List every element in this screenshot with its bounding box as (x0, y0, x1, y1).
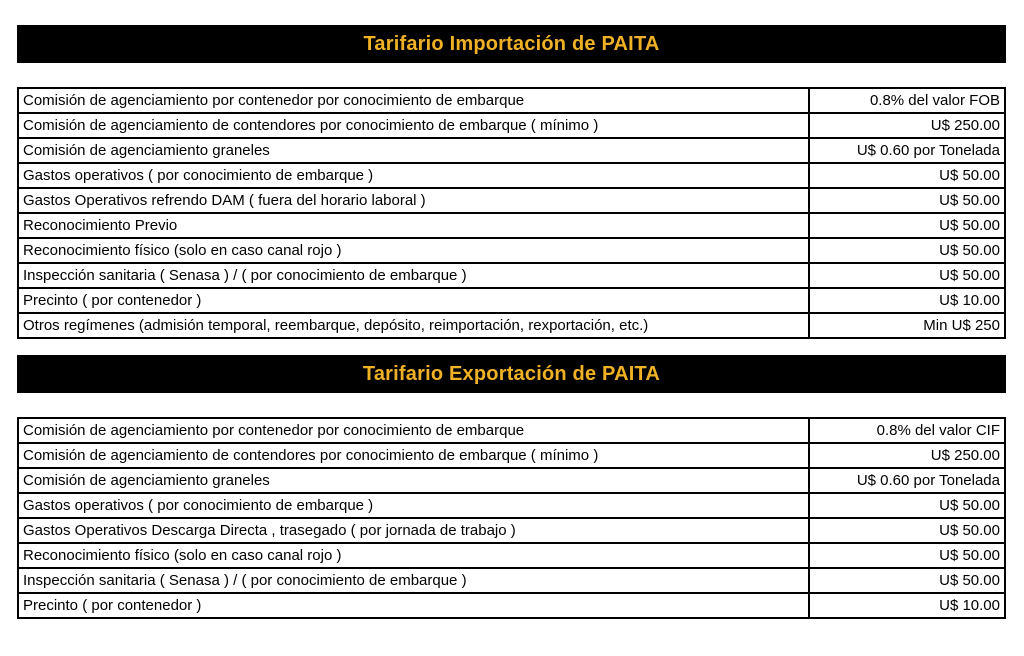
tariff-concept-cell: Precinto ( por contenedor ) (18, 288, 809, 313)
tariff-rate-cell: U$ 50.00 (809, 238, 1005, 263)
table-row (18, 568, 1005, 593)
tariff-rate-cell: U$ 0.60 por Tonelada (809, 138, 1005, 163)
tariff-rate-cell: U$ 50.00 (809, 568, 1005, 593)
section-divider-gap (17, 339, 1006, 355)
tariff-rate-cell: U$ 50.00 (809, 163, 1005, 188)
table-row (18, 493, 1005, 518)
tariff-concept-cell: Comisión de agenciamiento de contendores por conocimiento de embarque ( mínimo ) (18, 443, 809, 468)
tariff-concept-cell: Comisión de agenciamiento graneles (18, 138, 809, 163)
tariff-concept-cell: Reconocimiento Previo (18, 213, 809, 238)
tariff-rate-cell: U$ 50.00 (809, 493, 1005, 518)
tariff-rate-cell: U$ 50.00 (809, 543, 1005, 568)
table-row (18, 188, 1005, 213)
tariff-concept-cell: Gastos operativos ( por conocimiento de embarque ) (18, 163, 809, 188)
import-section-header (17, 25, 1006, 63)
table-row (18, 443, 1005, 468)
table-row (18, 238, 1005, 263)
tariff-rate-cell: U$ 10.00 (809, 288, 1005, 313)
tariff-rate-cell: 0.8% del valor FOB (809, 88, 1005, 113)
table-row (18, 468, 1005, 493)
tariff-concept-cell: Gastos Operativos Descarga Directa , trasegado ( por jornada de trabajo ) (18, 518, 809, 543)
tariff-concept-cell: Inspección sanitaria ( Senasa ) / ( por conocimiento de embarque ) (18, 263, 809, 288)
tariff-rate-cell: U$ 50.00 (809, 518, 1005, 543)
import-section-title: Tarifario Importación de PAITA (363, 32, 660, 55)
table-row (18, 418, 1005, 443)
tariff-rate-cell: 0.8% del valor CIF (809, 418, 1005, 443)
export-tariff-table (17, 417, 1006, 619)
tariff-concept-cell: Gastos operativos ( por conocimiento de embarque ) (18, 493, 809, 518)
table-row (18, 313, 1005, 338)
tariff-rate-cell: U$ 250.00 (809, 443, 1005, 468)
table-row (18, 593, 1005, 618)
tariff-concept-cell: Precinto ( por contenedor ) (18, 593, 809, 618)
tariff-concept-cell: Comisión de agenciamiento por contenedor por conocimiento de embarque (18, 88, 809, 113)
tariff-concept-cell: Comisión de agenciamiento por contenedor por conocimiento de embarque (18, 418, 809, 443)
table-row (18, 288, 1005, 313)
tariff-rate-cell: U$ 50.00 (809, 188, 1005, 213)
import-tariff-table (17, 87, 1006, 339)
export-section-title: Tarifario Exportación de PAITA (362, 362, 661, 385)
table-row (18, 138, 1005, 163)
table-row (18, 518, 1005, 543)
table-row (18, 113, 1005, 138)
table-row (18, 163, 1005, 188)
tariff-rate-cell: U$ 10.00 (809, 593, 1005, 618)
tariff-rate-cell: U$ 50.00 (809, 263, 1005, 288)
table-row (18, 213, 1005, 238)
tariff-concept-cell: Inspección sanitaria ( Senasa ) / ( por conocimiento de embarque ) (18, 568, 809, 593)
tariff-concept-cell: Reconocimiento físico (solo en caso canal rojo ) (18, 238, 809, 263)
tariff-concept-cell: Reconocimiento físico (solo en caso canal rojo ) (18, 543, 809, 568)
tariff-rate-cell: U$ 50.00 (809, 213, 1005, 238)
table-row (18, 88, 1005, 113)
table-row (18, 263, 1005, 288)
tariff-rate-cell: U$ 250.00 (809, 113, 1005, 138)
tariff-rate-cell: Min U$ 250 (809, 313, 1005, 338)
tariff-concept-cell: Gastos Operativos refrendo DAM ( fuera del horario laboral ) (18, 188, 809, 213)
table-row (18, 543, 1005, 568)
tariff-concept-cell: Comisión de agenciamiento graneles (18, 468, 809, 493)
export-section-header (17, 355, 1006, 393)
tariff-concept-cell: Comisión de agenciamiento de contendores por conocimiento de embarque ( mínimo ) (18, 113, 809, 138)
tariff-rate-cell: U$ 0.60 por Tonelada (809, 468, 1005, 493)
tariff-concept-cell: Otros regímenes (admisión temporal, reembarque, depósito, reimportación, rexportación, etc.) (18, 313, 809, 338)
